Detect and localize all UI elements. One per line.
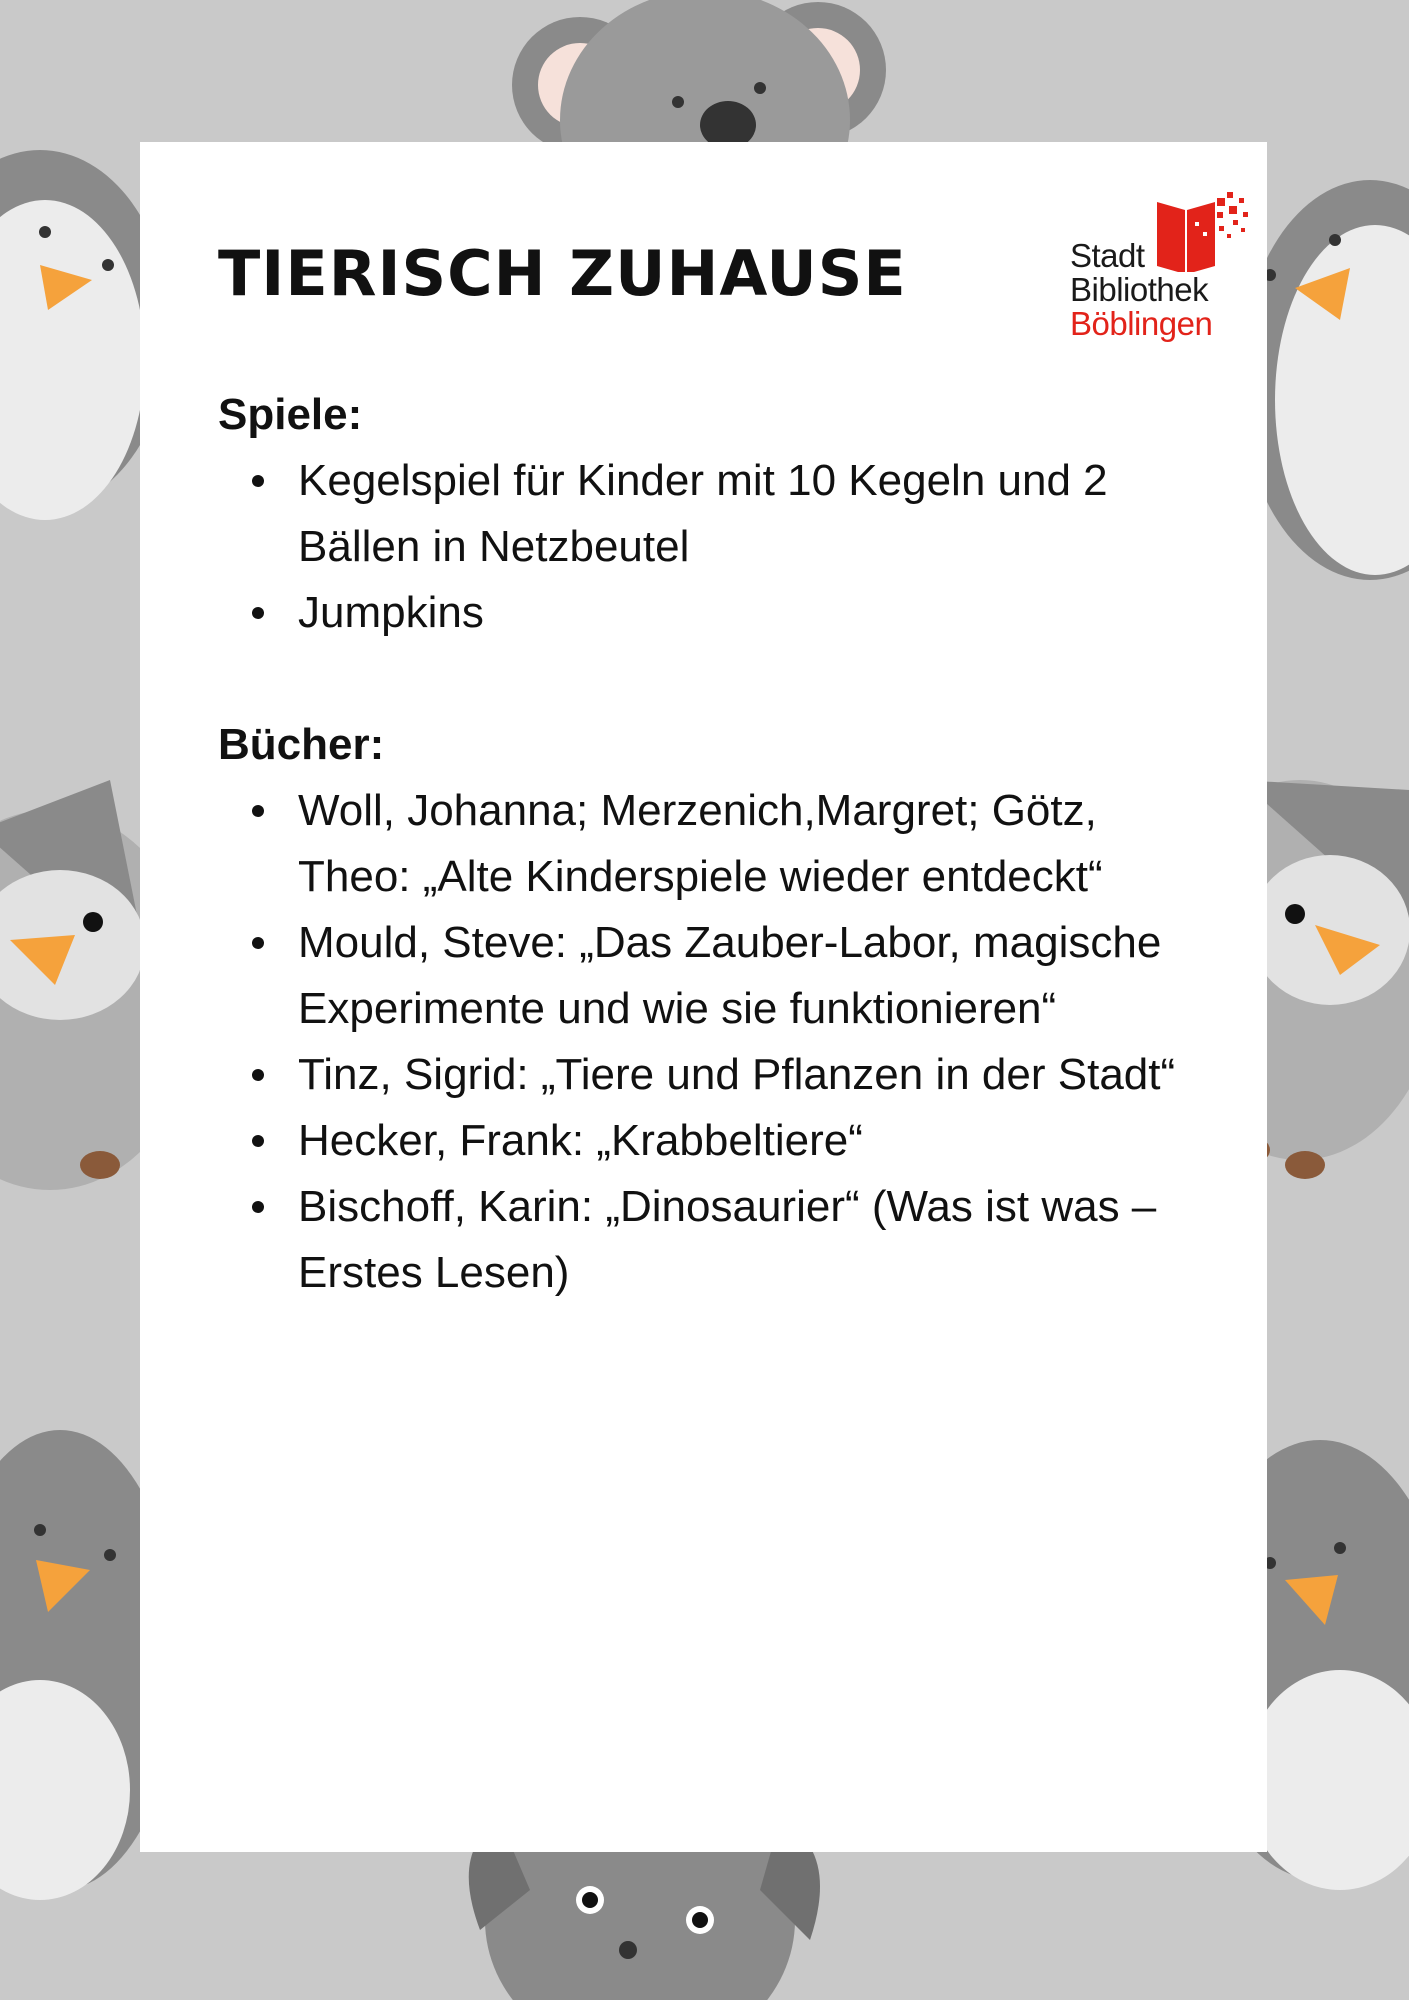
content-body <box>218 382 1218 1306</box>
bullet-icon <box>252 607 264 619</box>
list-item <box>218 448 1218 580</box>
logo-line-stadt: Stadt <box>1070 237 1145 274</box>
list-item-text: Bischoff, Karin: „Dinosaurier“ (Was ist was – Erstes Lesen) <box>298 1182 1157 1297</box>
list-item <box>218 1174 1218 1306</box>
bullet-icon <box>252 805 264 817</box>
list-item-text: Tinz, Sigrid: „Tiere und Pflanzen in der Stadt“ <box>298 1050 1176 1099</box>
list-item <box>218 1108 1218 1174</box>
list-item <box>218 778 1218 910</box>
bullet-icon <box>252 1201 264 1213</box>
books-list <box>218 778 1218 1306</box>
bullet-icon <box>252 1069 264 1081</box>
list-item <box>218 1042 1218 1108</box>
bullet-icon <box>252 475 264 487</box>
logo-line-bibliothek: Bibliothek <box>1070 271 1209 308</box>
list-item-text: Jumpkins <box>298 588 484 637</box>
bullet-icon <box>252 1135 264 1147</box>
list-item-text: Kegelspiel für Kinder mit 10 Kegeln und 2 Bällen in Netzbeutel <box>298 456 1108 571</box>
page-title: TIERISCH ZUHAUSE <box>218 237 907 310</box>
library-logo <box>1070 192 1250 342</box>
bullet-icon <box>252 937 264 949</box>
games-list <box>218 448 1218 646</box>
list-item-text: Woll, Johanna; Merzenich,Margret; Götz, Theo: „Alte Kinderspiele wieder entdeckt“ <box>298 786 1103 901</box>
section-spiele <box>218 382 1218 646</box>
list-item-text: Hecker, Frank: „Krabbeltiere“ <box>298 1116 863 1165</box>
content-card <box>140 142 1267 1852</box>
section-buecher <box>218 712 1218 1306</box>
list-item <box>218 910 1218 1042</box>
logo-line-boeblingen: Böblingen <box>1070 305 1213 342</box>
list-item <box>218 580 1218 646</box>
list-item-text: Mould, Steve: „Das Zauber-Labor, magische Experimente und wie sie funktionieren“ <box>298 918 1162 1033</box>
section-heading: Bücher: <box>218 720 385 769</box>
section-heading: Spiele: <box>218 390 363 439</box>
